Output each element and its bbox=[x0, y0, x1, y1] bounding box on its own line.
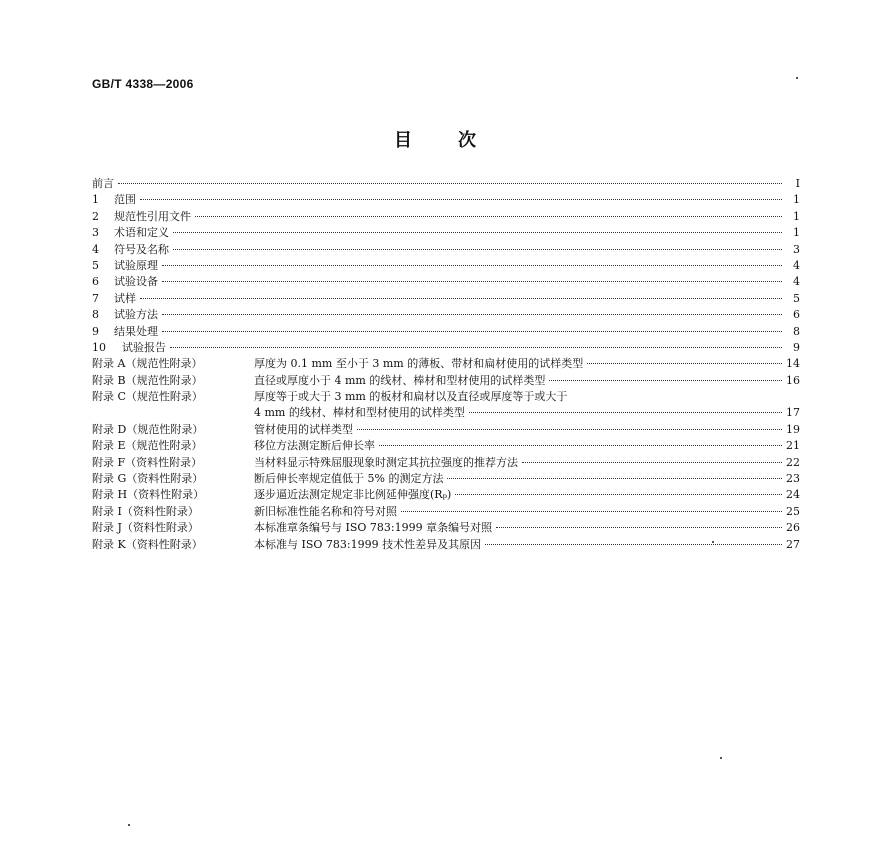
table-of-contents bbox=[92, 176, 800, 553]
appendix-label: 附录 H（资料性附录） bbox=[92, 488, 205, 502]
scan-speck bbox=[796, 77, 798, 79]
dot-leader bbox=[118, 183, 782, 184]
toc-entry-page: 21 bbox=[786, 439, 800, 453]
toc-entry-label: 术语和定义 bbox=[114, 226, 169, 240]
toc-entry-page: 27 bbox=[786, 537, 800, 551]
toc-entry-page: 25 bbox=[786, 504, 800, 518]
toc-entry-page: 16 bbox=[786, 373, 800, 387]
toc-entry-page: I bbox=[795, 177, 800, 190]
toc-entry-page: 24 bbox=[786, 488, 800, 502]
toc-entry-label: 规范性引用文件 bbox=[114, 209, 191, 223]
toc-entry-page: 17 bbox=[786, 406, 800, 420]
dot-leader bbox=[170, 347, 782, 348]
page-title: 目次 bbox=[394, 130, 522, 151]
toc-entry[interactable] bbox=[92, 307, 800, 323]
toc-entry-label: 试验原理 bbox=[114, 258, 158, 272]
scan-speck bbox=[720, 757, 722, 759]
dot-leader bbox=[379, 445, 782, 446]
toc-entry-page: 1 bbox=[793, 193, 800, 207]
dot-leader bbox=[162, 314, 782, 315]
toc-entry-label: 范围 bbox=[114, 193, 136, 207]
appendix-label: 附录 E（规范性附录） bbox=[92, 439, 203, 453]
appendix-label: 附录 C（规范性附录） bbox=[92, 390, 203, 404]
appendix-label: 附录 K（资料性附录） bbox=[92, 537, 203, 551]
dot-leader bbox=[496, 527, 782, 528]
toc-entry-label: 前言 bbox=[92, 177, 114, 190]
toc-entry-label: 试验报告 bbox=[122, 340, 166, 354]
toc-entry-page: 8 bbox=[793, 324, 800, 338]
toc-entry-page: 9 bbox=[793, 340, 800, 354]
dot-leader bbox=[173, 249, 782, 250]
toc-entry-number: 8 bbox=[92, 308, 99, 322]
toc-entry[interactable] bbox=[92, 274, 800, 290]
scan-speck bbox=[128, 824, 130, 826]
toc-entry-page: 6 bbox=[793, 308, 800, 322]
dot-leader bbox=[549, 380, 782, 381]
dot-leader bbox=[162, 281, 782, 282]
toc-appendix-f[interactable] bbox=[92, 455, 800, 471]
appendix-title: 直径或厚度小于 4 mm 的线材、棒材和型材使用的试样类型 bbox=[254, 373, 546, 387]
dot-leader bbox=[162, 265, 782, 266]
appendix-label: 附录 G（资料性附录） bbox=[92, 472, 204, 486]
appendix-title: 本标准与 ISO 783:1999 技术性差异及其原因 bbox=[254, 537, 482, 551]
appendix-title: 当材料显示特殊屈服现象时测定其抗拉强度的推荐方法 bbox=[254, 455, 518, 469]
toc-entry-number: 3 bbox=[92, 226, 99, 240]
appendix-title: 本标准章条编号与 ISO 783:1999 章条编号对照 bbox=[254, 521, 493, 535]
dot-leader bbox=[485, 544, 782, 545]
toc-appendix-b[interactable] bbox=[92, 373, 800, 389]
toc-appendix-j[interactable] bbox=[92, 520, 800, 536]
toc-entry-number: 5 bbox=[92, 258, 99, 272]
dot-leader bbox=[587, 363, 782, 364]
toc-appendix-e[interactable] bbox=[92, 438, 800, 454]
appendix-title: 移位方法测定断后伸长率 bbox=[254, 439, 375, 453]
toc-appendix-i[interactable] bbox=[92, 504, 800, 520]
toc-entry-label: 试验设备 bbox=[114, 275, 158, 289]
standard-code: GB/T 4338—2006 bbox=[92, 77, 194, 91]
appendix-title: 厚度等于或大于 3 mm 的板材和扁材以及直径或厚度等于或大于 bbox=[254, 390, 568, 404]
toc-entry-number: 4 bbox=[92, 242, 99, 256]
toc-entry-page: 3 bbox=[793, 242, 800, 256]
appendix-title: 管材使用的试样类型 bbox=[254, 422, 353, 436]
dot-leader bbox=[357, 429, 782, 430]
appendix-title: 断后伸长率规定值低于 5% 的测定方法 bbox=[254, 472, 444, 486]
toc-entry-number: 6 bbox=[92, 275, 99, 289]
toc-appendix-c[interactable] bbox=[92, 389, 800, 405]
appendix-label: 附录 J（资料性附录） bbox=[92, 521, 199, 535]
appendix-title-continued: 4 mm 的线材、棒材和型材使用的试样类型 bbox=[254, 406, 465, 420]
toc-entry[interactable] bbox=[92, 324, 800, 340]
toc-entry[interactable] bbox=[92, 209, 800, 225]
toc-entry-page: 1 bbox=[793, 226, 800, 240]
appendix-label: 附录 D（规范性附录） bbox=[92, 422, 204, 436]
dot-leader bbox=[455, 494, 782, 495]
toc-entry-page: 4 bbox=[793, 275, 800, 289]
toc-entry[interactable] bbox=[92, 340, 800, 356]
toc-entry[interactable] bbox=[92, 192, 800, 208]
appendix-title: 厚度为 0.1 mm 至小于 3 mm 的薄板、带材和扁材使用的试样类型 bbox=[254, 357, 584, 371]
toc-entry-page: 23 bbox=[786, 472, 800, 486]
toc-appendix-a[interactable] bbox=[92, 356, 800, 372]
toc-entry-number: 10 bbox=[92, 340, 106, 354]
toc-entry-number: 9 bbox=[92, 324, 99, 338]
appendix-label: 附录 B（规范性附录） bbox=[92, 373, 203, 387]
toc-appendix-g[interactable] bbox=[92, 471, 800, 487]
toc-entry[interactable] bbox=[92, 291, 800, 307]
toc-entry-label: 符号及名称 bbox=[114, 242, 169, 256]
toc-entry[interactable] bbox=[92, 242, 800, 258]
appendix-title: 逐步逼近法测定规定非比例延伸强度(Rₚ) bbox=[254, 488, 452, 502]
dot-leader bbox=[140, 298, 782, 299]
toc-entry[interactable] bbox=[92, 258, 800, 274]
toc-entry-page: 26 bbox=[786, 521, 800, 535]
toc-appendix-c-continued[interactable] bbox=[92, 405, 800, 421]
dot-leader bbox=[469, 412, 782, 413]
toc-entry-number: 7 bbox=[92, 291, 99, 305]
scan-speck bbox=[712, 541, 714, 543]
toc-entry-page: 4 bbox=[793, 258, 800, 272]
dot-leader bbox=[401, 511, 782, 512]
toc-entry-page: 5 bbox=[793, 291, 800, 305]
toc-entry-label: 试样 bbox=[114, 291, 136, 305]
dot-leader bbox=[195, 216, 782, 217]
toc-appendix-d[interactable] bbox=[92, 422, 800, 438]
appendix-label: 附录 F（资料性附录） bbox=[92, 455, 203, 469]
dot-leader bbox=[522, 462, 782, 463]
appendix-label: 附录 I（资料性附录） bbox=[92, 504, 199, 518]
toc-entry-label: 试验方法 bbox=[114, 308, 158, 322]
toc-entry-page: 14 bbox=[786, 357, 800, 371]
toc-entry-page: 22 bbox=[786, 455, 800, 469]
dot-leader bbox=[140, 199, 782, 200]
toc-entry-label: 结果处理 bbox=[114, 324, 158, 338]
toc-entry-number: 2 bbox=[92, 209, 99, 223]
toc-appendix-k[interactable] bbox=[92, 537, 800, 553]
appendix-label: 附录 A（规范性附录） bbox=[92, 357, 203, 371]
toc-entry-preface[interactable] bbox=[92, 176, 800, 192]
dot-leader bbox=[447, 478, 782, 479]
dot-leader bbox=[173, 232, 782, 233]
appendix-title: 新旧标准性能名称和符号对照 bbox=[254, 504, 397, 518]
dot-leader bbox=[162, 331, 782, 332]
toc-entry-page: 1 bbox=[793, 209, 800, 223]
toc-entry-page: 19 bbox=[786, 422, 800, 436]
toc-appendix-h[interactable] bbox=[92, 487, 800, 503]
toc-entry-number: 1 bbox=[92, 193, 99, 207]
toc-entry[interactable] bbox=[92, 225, 800, 241]
